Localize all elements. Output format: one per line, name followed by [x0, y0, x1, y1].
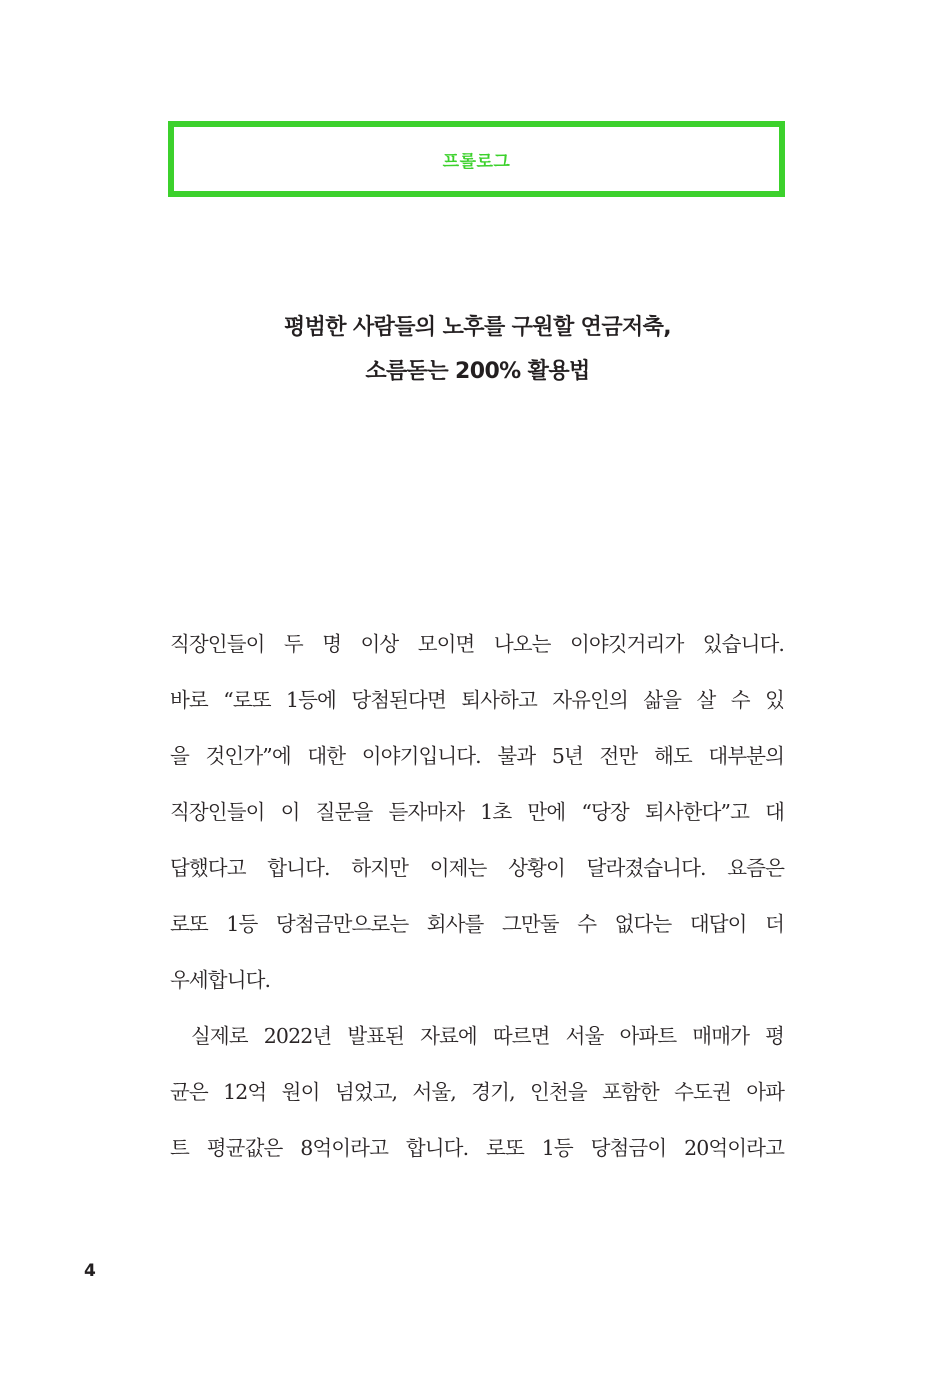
body-line: 직장인들이 두 명 이상 모이면 나오는 이야깃거리가 있습니다. [170, 632, 784, 656]
chapter-header-box [168, 121, 785, 197]
body-line: 답했다고 합니다. 하지만 이제는 상황이 달라졌습니다. 요즘은 [170, 856, 784, 880]
headline-line-1: 평범한 사람들의 노후를 구원할 연금저축, [283, 315, 672, 340]
body-line: 바로 “로또 1등에 당첨된다면 퇴사하고 자유인의 삶을 살 수 있 [170, 688, 784, 712]
body-line: 을 것인가”에 대한 이야기입니다. 불과 5년 전만 해도 대부분의 [170, 744, 784, 768]
body-line: 직장인들이 이 질문을 듣자마자 1초 만에 “당장 퇴사한다”고 대 [170, 800, 784, 824]
body-line: 트 평균값은 8억이라고 합니다. 로또 1등 당첨금이 20억이라고 [170, 1136, 784, 1160]
headline [100, 306, 855, 394]
body-line: 실제로 2022년 발표된 자료에 따르면 서울 아파트 매매가 평 [191, 1024, 784, 1048]
page-number: 4 [84, 1261, 96, 1281]
chapter-label: 프롤로그 [442, 151, 511, 172]
body-line: 균은 12억 원이 넘었고, 서울, 경기, 인천을 포함한 수도권 아파 [170, 1080, 784, 1104]
headline-line-2: 소름돋는 200% 활용법 [365, 359, 590, 384]
body-text [170, 616, 784, 1176]
body-line: 로또 1등 당첨금만으로는 회사를 그만둘 수 없다는 대답이 더 [170, 912, 784, 936]
body-line: 우세합니다. [170, 968, 271, 992]
